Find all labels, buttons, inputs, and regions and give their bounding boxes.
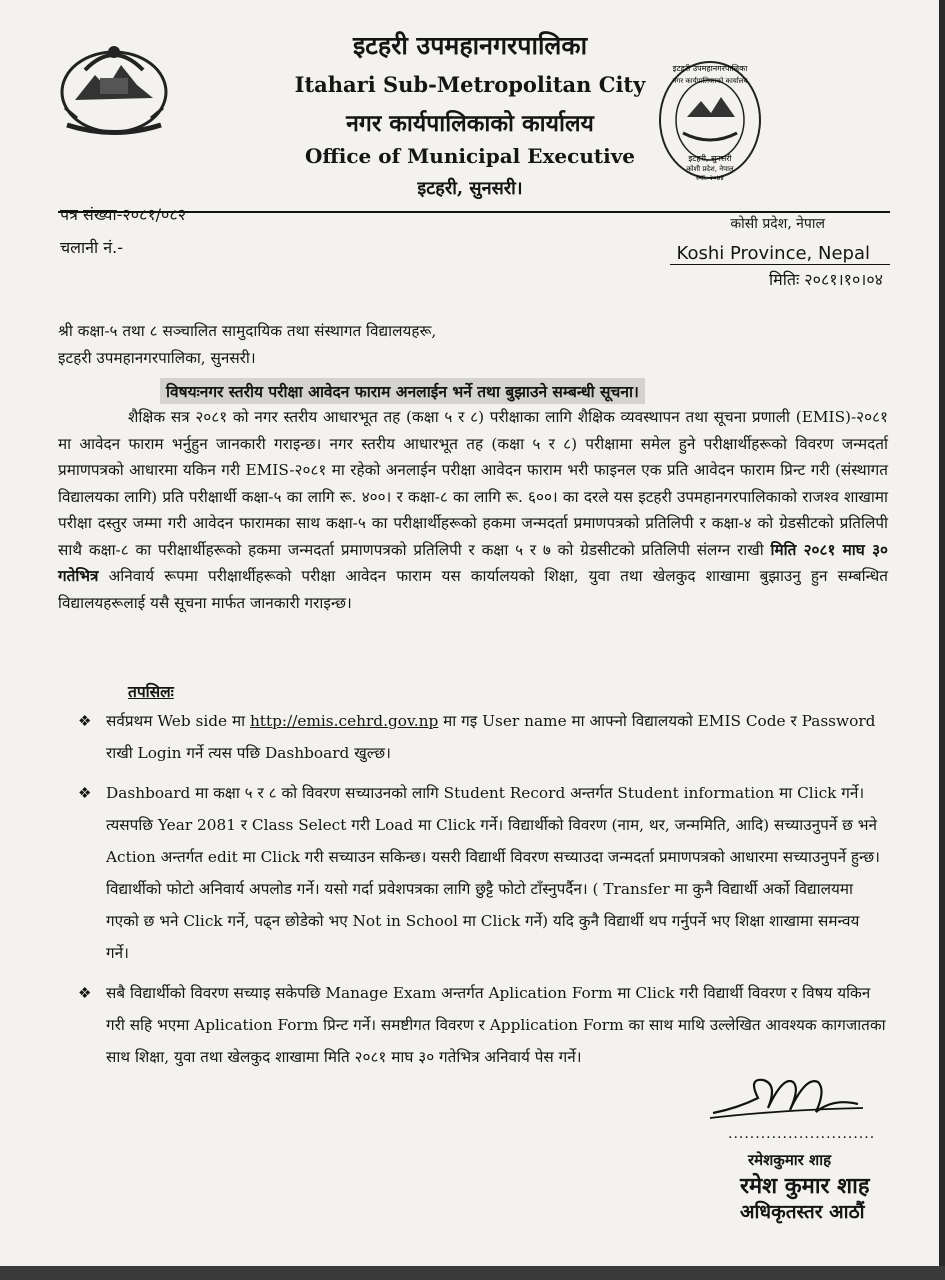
- photo-edge-right: [939, 0, 945, 1280]
- stamp-name: रमेश कुमार शाह: [740, 1173, 870, 1199]
- subject-line: विषयःनगर स्तरीय परीक्षा आवेदन फाराम अनलाईन भर्ने तथा बुझाउने सम्बन्धी सूचना।: [160, 378, 645, 404]
- addressee: [58, 318, 888, 371]
- body-paragraph: [58, 404, 888, 616]
- photo-edge-bottom: [0, 1266, 945, 1280]
- diamond-bullet-icon: ❖: [78, 984, 92, 1002]
- instruction-item: [78, 777, 886, 969]
- province-nepali: कोसी प्रदेश, नेपाल: [730, 216, 825, 232]
- signatory-name: रमेशकुमार शाह: [748, 1151, 832, 1169]
- province-english: Koshi Province, Nepal: [676, 243, 870, 264]
- signature-dotted-line: ...........................: [728, 1126, 876, 1142]
- body-text: शैक्षिक सत्र २०८१ को नगर स्तरीय आधारभूत तह (कक्षा ५ र ८) परीक्षाका लागि शैक्षिक व्यवस्थापन तथा सूचना प्रणाली (EMIS)-२०८१ मा आवेदन फाराम भर्नुहुन जानकारी गराइन्छ। नगर स्तरीय आधारभूत तह (कक्षा ५ र ८) परीक्षामा समेल हुने परीक्षार्थीहरूको विवरण जन्मदर्ता प्रमाणपत्रको आधारमा यकिन गरी EMIS-२०८१ मा रहेको अनलाईन परीक्षा आवेदन फाराम भरी फाइनल एक प्रति आवेदन फाराम प्रिन्ट गरी (संस्थागत विद्यालयका लागि) प्रति परीक्षार्थी कक्षा-५ का लागि रू. ४००। र कक्षा-८ का लागि रू. ६००। का दरले यस इटहरी उपमहानगरपालिकाको राजश्व शाखामा परीक्षा दस्तुर जम्मा गरी आवेदन फारामका साथ कक्षा-५ का परीक्षार्थीहरूको हकमा जन्मदर्ता प्रमाणपत्रको प्रतिलिपी र कक्षा-४ को ग्रेडसीटको प्रतिलिपी साथै कक्षा-८ का परीक्षार्थीहरूको हकमा जन्मदर्ता प्रमाणपत्रको प्रतिलिपी र कक्षा ५ र ७ को ग्रेडसीटको प्रतिलिपी संलग्न राखी: [58, 408, 888, 559]
- seal-text-4: कोशी प्रदेश, नेपाल: [686, 165, 734, 173]
- instruction-text-1a: सर्वप्रथम Web side मा: [106, 712, 250, 730]
- signature-icon: [708, 1068, 868, 1128]
- office-executive-english: Office of Municipal Executive: [304, 144, 636, 168]
- instruction-item: [78, 705, 886, 769]
- diamond-bullet-icon: ❖: [78, 784, 92, 802]
- office-name-english: Itahari Sub-Metropolitan City: [294, 72, 646, 97]
- diamond-bullet-icon: ❖: [78, 712, 92, 730]
- dispatch-number: चलानी नं.-: [60, 238, 124, 257]
- letter-number: पत्र संख्या-२०८१/०८२: [60, 205, 187, 224]
- seal-text-2: नगर कार्यपालिकाको कार्यालय: [672, 77, 748, 85]
- instruction-text-3: सबै विद्यार्थीको विवरण सच्याइ सकेपछि Manage Exam अन्तर्गत Aplication Form मा Click गरी विद्यार्थी विवरण र विषय यकिन गरी सहि भएमा Aplication Form प्रिन्ट गर्ने। समष्टीगत विवरण र Application Form का साथ माथि उल्लेखित आवश्यक कागजातका साथ शिक्षा, युवा तथा खेलकुद शाखामा मिति २०८१ माघ ३० गतेभित्र अनिवार्य पेस गर्ने।: [106, 984, 886, 1066]
- stamp-title: अधिकृतस्तर आठौं: [740, 1201, 865, 1223]
- office-seal-icon: [655, 55, 765, 185]
- body-deadline: मिति २०८१ माघ ३० गतेभित्र: [58, 540, 888, 585]
- instruction-item: [78, 977, 886, 1073]
- signatory-stamp: [740, 1170, 870, 1224]
- office-location: इटहरी, सुनसरी।: [417, 178, 523, 199]
- instruction-text-2: Dashboard मा कक्षा ५ र ८ को विवरण सच्याउनको लागि Student Record अन्तर्गत Student information मा Click गर्ने। त्यसपछि Year 2081 र Class Select गरी Load मा Click गर्ने। विद्यार्थीको विवरण (नाम, थर, जन्ममिति, आदि) सच्याउनुपर्ने छ भने Action अन्तर्गत edit मा Click गरी सच्याउन सकिन्छ। यसरी विद्यार्थी विवरण सच्याउदा जन्मदर्ता प्रमाणपत्रको आधारमा सच्याउनुपर्ने हुन्छ। विद्यार्थीको फोटो अनिवार्य अपलोड गर्ने। यसो गर्दा प्रवेशपत्रका लागि छुट्टै फोटो टाँस्नुपर्दैन। ( Transfer मा कुनै विद्यार्थी अर्को विद्यालयमा गएको छ भने Click गर्ने, पढ्न छोडेको भए Not in School मा Click गर्ने) यदि कुनै विद्यार्थी थप गर्नुपर्ने भए शिक्षा शाखामा समन्वय गर्ने।: [106, 784, 880, 962]
- body-text-end: अनिवार्य रूपमा परीक्षार्थीहरूको परीक्षा आवेदन फाराम यस कार्यालयको शिक्षा, युवा तथा खेलकुद शाखामा बुझाउनु हुन सम्बन्धित विद्यालयहरूलाई यसै सूचना मार्फत जानकारी गराइन्छ।: [58, 567, 888, 612]
- seal-text-3: इटहरी, सुनसरी: [688, 154, 732, 163]
- nepal-emblem-icon: [55, 30, 173, 140]
- letter-date: मितिः २०८१।१०।०४: [769, 270, 883, 289]
- office-executive-nepali: नगर कार्यपालिकाको कार्यालय: [346, 110, 594, 137]
- details-heading: तपसिलः: [128, 682, 174, 701]
- seal-text-1: इटहरी उपमहानगरपालिका: [672, 64, 748, 73]
- office-name-nepali: इटहरी उपमहानगरपालिका: [352, 31, 588, 60]
- emis-link[interactable]: http://emis.cehrd.gov.np: [249, 712, 439, 730]
- instruction-list: [78, 705, 886, 1081]
- instruction-text-1b: मा गइ User name मा आफ्नो विद्यालयको EMIS Code र Password राखी Login गर्ने त्यस पछि Dashboard खुल्छ।: [106, 712, 876, 762]
- addressee-line-1: श्री कक्षा-५ तथा ८ सञ्चालित सामुदायिक तथा संस्थागत विद्यालयहरू,: [58, 322, 437, 340]
- seal-text-5: स्था. २०७४: [696, 174, 724, 182]
- addressee-line-2: इटहरी उपमहानगरपालिका, सुनसरी।: [58, 348, 256, 367]
- date-rule: [670, 264, 890, 265]
